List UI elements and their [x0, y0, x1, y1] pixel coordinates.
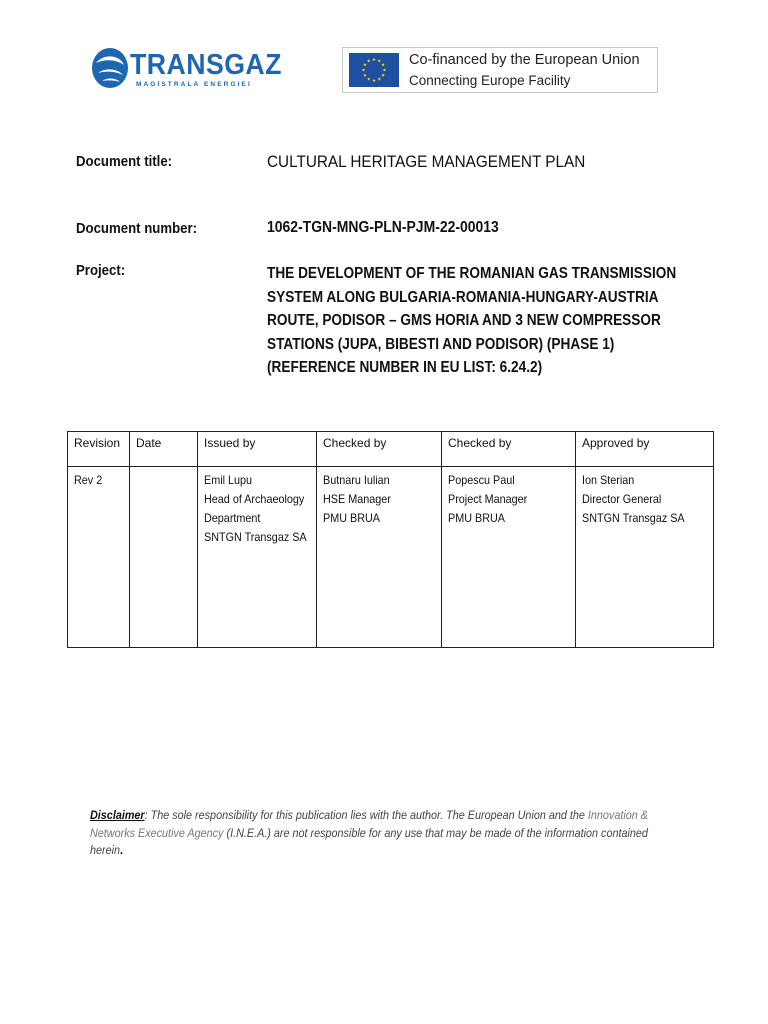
cell-line: Project Manager [448, 492, 528, 506]
cell-checked-by-1 [317, 467, 442, 648]
cell-line: HSE Manager [323, 492, 391, 506]
cell-line: Popescu Paul [448, 473, 515, 487]
disclaimer-line [90, 825, 648, 843]
cell-line: Rev 2 [74, 473, 103, 487]
cell-line: Director General [582, 492, 662, 506]
project-line: (REFERENCE NUMBER IN EU LIST: 6.24.2) [267, 359, 543, 376]
disclaimer-text: (I.N.E.A.) are not responsible for any use that may be made of the information contained [223, 825, 648, 840]
cell-line: Ion Sterian [582, 473, 635, 487]
project-label: Project: [76, 262, 126, 279]
disclaimer-text: : The sole responsibility for this publication lies with the author. The European Union and the [144, 808, 588, 822]
project-line: STATIONS (JUPA, BIBESTI AND PODISOR) (PHASE 1) [267, 335, 615, 353]
document-title-value: CULTURAL HERITAGE MANAGEMENT PLAN [267, 152, 586, 171]
disclaimer [90, 807, 690, 860]
header-revision: Revision [68, 432, 130, 467]
eu-flag-icon [349, 53, 399, 87]
project-line: SYSTEM ALONG BULGARIA-ROMANIA-HUNGARY-AUSTRIA [267, 288, 659, 306]
project-description [267, 262, 732, 380]
cell-line: PMU BRUA [448, 511, 506, 525]
transgaz-tagline: MAGISTRALA ENERGIEI [136, 81, 252, 88]
cell-approved-by [576, 467, 714, 648]
disclaimer-line [90, 807, 648, 825]
transgaz-wordmark: TRANSGAZ [130, 49, 282, 81]
revision-table-header-row [68, 432, 714, 467]
revision-table [67, 431, 714, 648]
cell-line: SNTGN Transgaz SA [204, 530, 307, 544]
disclaimer-label: Disclaimer [90, 808, 145, 822]
project-line: ROUTE, PODISOR – GMS HORIA AND 3 NEW COMPRESSOR [267, 312, 661, 329]
header-checked-by-1: Checked by [317, 432, 442, 467]
cell-line: PMU BRUA [323, 511, 381, 525]
cell-issued-by [198, 467, 317, 648]
header-checked-by-2: Checked by [442, 432, 576, 467]
cell-checked-by-2 [442, 467, 576, 648]
header-approved-by: Approved by [576, 432, 714, 467]
cell-revision [68, 467, 130, 648]
cell-date [130, 467, 198, 648]
disclaimer-line [90, 842, 630, 860]
cell-line: Emil Lupu [204, 473, 253, 487]
eu-cofinancing-badge [342, 47, 658, 93]
disclaimer-agency-text: Networks Executive Agency [90, 825, 224, 840]
header-date: Date [130, 432, 198, 467]
eu-badge-line1: Co-financed by the European Union [409, 52, 640, 68]
transgaz-emblem-icon [90, 45, 130, 91]
cell-line: SNTGN Transgaz SA [582, 511, 685, 525]
transgaz-logo [90, 45, 282, 93]
document-number-label: Document number: [76, 220, 198, 237]
eu-badge-line2: Connecting Europe Facility [409, 73, 571, 88]
header-issued-by: Issued by [198, 432, 317, 467]
project-line: THE DEVELOPMENT OF THE ROMANIAN GAS TRANSMISSION [267, 265, 677, 282]
cell-line: Head of Archaeology [204, 492, 305, 506]
cell-line: Butnaru Iulian [323, 473, 390, 487]
cell-line: Department [204, 511, 261, 525]
table-row [68, 467, 714, 648]
disclaimer-period: . [120, 843, 124, 857]
document-title-label: Document title: [76, 153, 173, 170]
document-number-value: 1062-TGN-MNG-PLN-PJM-22-00013 [267, 219, 499, 236]
disclaimer-text: herein [90, 843, 121, 857]
disclaimer-agency-text: Innovation & [587, 808, 648, 822]
